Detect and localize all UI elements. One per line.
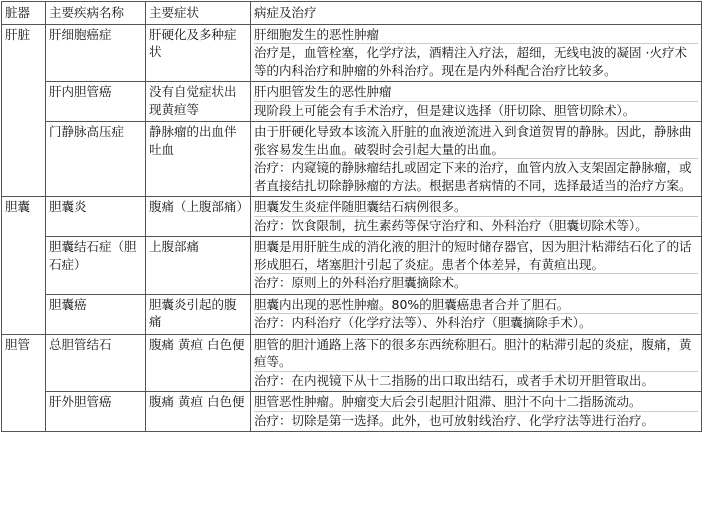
disease-cell: 胆囊癌 (46, 294, 146, 334)
disease-cell: 门静脉高压症 (46, 122, 146, 197)
detail-summary: 肝细胞发生的恶性肿瘤 (254, 26, 380, 42)
detail-cell (251, 82, 702, 122)
detail-treatment: 治疗：内科治疗（化学疗法等）、外科治疗（胆囊摘除手术）。 (254, 313, 698, 332)
detail-summary: 胆囊是用肝脏生成的消化液的胆汁的短时储存器官，因为胆汁粘滞结石化了的话形成胆石，堵塞胆汁引起了炎症。患者个体差异，有黄疸出现。 (254, 239, 692, 272)
detail-treatment: 治疗：在内视镜下从十二指肠的出口取出结石，或者手术切开胆管取出。 (254, 371, 698, 390)
symptom-cell: 腹痛 黄疸 白色便 (146, 392, 251, 432)
table-header-row (2, 2, 702, 25)
organ-cell: 肝脏 (2, 24, 46, 197)
detail-cell (251, 24, 702, 82)
disease-cell: 总胆管结石 (46, 334, 146, 392)
disease-cell: 肝内胆管癌 (46, 82, 146, 122)
table-row (2, 392, 702, 432)
table-row (2, 82, 702, 122)
detail-summary: 胆囊发生炎症伴随胆囊结石病例很多。 (254, 199, 467, 214)
table-row (2, 294, 702, 334)
header-organ: 脏器 (2, 2, 46, 25)
disease-cell: 肝外胆管癌 (46, 392, 146, 432)
detail-summary: 胆管的胆汁通路上落下的很多东西统称胆石。胆汁的粘滞引起的炎症，腹痛，黄疸等。 (254, 336, 692, 369)
symptom-cell: 上腹部痛 (146, 237, 251, 295)
disease-table (1, 1, 702, 432)
detail-cell (251, 237, 702, 295)
detail-cell (251, 197, 702, 237)
table-row (2, 197, 702, 237)
detail-treatment: 治疗：切除是第一选择。此外，也可放射线治疗、化学疗法等进行治疗。 (254, 411, 698, 430)
symptom-cell: 静脉瘤的出血伴吐血 (146, 122, 251, 197)
symptom-cell: 肝硬化及多种症状 (146, 24, 251, 82)
detail-cell (251, 122, 702, 197)
detail-treatment: 治疗是，血管栓塞，化学疗法，酒精注入疗法，超细，无线电波的凝固 ·火疗术等的内科治疗和肿瘤的外科治疗。现在是内外科配合治疗比较多。 (254, 43, 698, 79)
table-row (2, 24, 702, 82)
detail-cell (251, 392, 702, 432)
detail-summary: 胆囊内出现的恶性肿瘤。80%的胆囊癌患者合并了胆石。 (254, 296, 570, 312)
detail-summary: 胆管恶性肿瘤。肿瘤变大后会引起胆汁阻滞、胆汁不向十二指肠流动。 (254, 394, 642, 409)
header-disease: 主要疾病名称 (46, 2, 146, 25)
detail-summary: 由于肝硬化导致本该流入肝脏的血液逆流进入到食道贺胃的静脉。因此，静脉曲张容易发生出血。破裂时会引起大量的出血。 (254, 124, 692, 157)
table-row (2, 334, 702, 392)
detail-treatment: 现阶段上可能会有手术治疗，但是建议选择（肝切除、胆管切除术）。 (254, 101, 698, 120)
detail-summary: 肝内胆管发生的恶性肿瘤 (254, 84, 392, 99)
detail-cell (251, 294, 702, 334)
detail-treatment: 治疗：原则上的外科治疗胆囊摘除术。 (254, 273, 698, 292)
detail-treatment: 治疗：内窥镜的静脉瘤结扎或固定下来的治疗，血管内放入支架固定静脉瘤，或者直接结扎切除静脉瘤的方法。根据患者病情的不同，选择最适当的治疗方案。 (254, 158, 698, 194)
disease-cell: 肝细胞癌症 (46, 24, 146, 82)
table-row (2, 122, 702, 197)
detail-cell (251, 334, 702, 392)
symptom-cell: 没有自觉症状出现黄疸等 (146, 82, 251, 122)
organ-cell: 胆管 (2, 334, 46, 432)
header-detail: 病症及治疗 (251, 2, 702, 25)
symptom-cell: 腹痛 黄疸 白色便 (146, 334, 251, 392)
disease-cell: 胆囊炎 (46, 197, 146, 237)
disease-cell: 胆囊结石症（胆石症） (46, 237, 146, 295)
symptom-cell: 胆囊炎引起的腹痛 (146, 294, 251, 334)
table-row (2, 237, 702, 295)
header-symptom: 主要症状 (146, 2, 251, 25)
symptom-cell: 腹痛（上腹部痛） (146, 197, 251, 237)
organ-cell: 胆囊 (2, 197, 46, 335)
detail-treatment: 治疗：饮食限制，抗生素药等保守治疗和、外科治疗（胆囊切除术等）。 (254, 216, 698, 235)
